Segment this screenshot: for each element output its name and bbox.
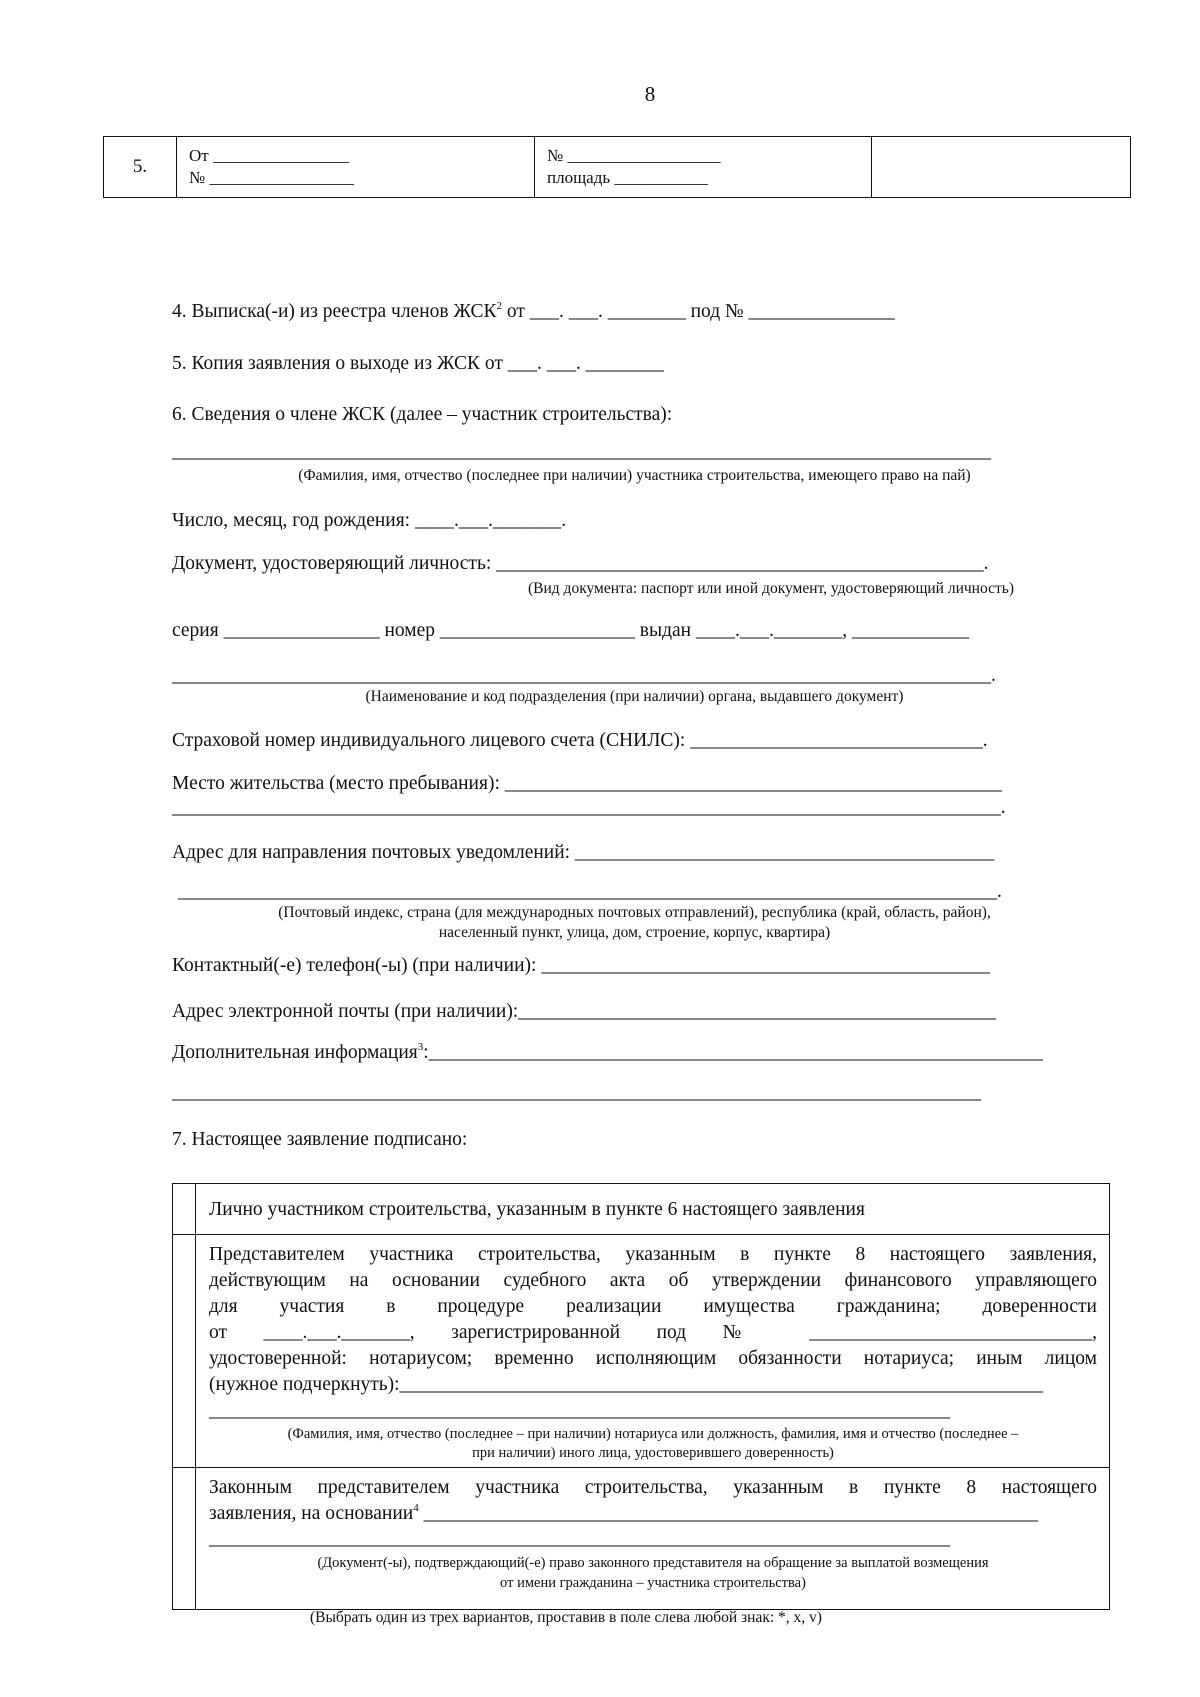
item-5[interactable]: 5. Копия заявления о выходе из ЖСК от ___. ___. ________ (172, 353, 664, 374)
option-2-line: для участия в процедуре реализации имущества гражданина; доверенности (209, 1296, 1097, 1317)
id-document-caption: (Вид документа: паспорт или иной документ, удостоверяющий личность) (528, 580, 1014, 597)
option-3-basis-label: заявления, на основании (209, 1503, 414, 1524)
option-2-line[interactable] (209, 1372, 1097, 1398)
option-3-basis-blank: _______________________________________________________________ (418, 1503, 1038, 1524)
postal-caption-line2: населенный пункт, улица, дом, строение, корпус, квартира) (438, 924, 831, 941)
item-4[interactable] (172, 301, 895, 323)
option-3-caption-line2: от имени гражданина – участника строительства) (500, 1575, 806, 1591)
option-1-checkbox[interactable] (173, 1184, 195, 1234)
option-3-line[interactable] (209, 1501, 1097, 1527)
item-4-text: 4. Выписка(-и) из реестра членов ЖСК (172, 301, 497, 322)
option-2-line-blank: __________________________________________________________________ (399, 1374, 1044, 1395)
option-2-line: Представителем участника строительства, указанным в пункте 8 настоящего заявления, (209, 1244, 1097, 1265)
passport-series-number-field[interactable]: серия ________________ номер ____________________ выдан ____.___._______, ____________ (172, 620, 969, 641)
top-table (103, 136, 1131, 198)
footnote-ref-2: 2 (496, 300, 502, 312)
additional-info-field-line2[interactable]: ___________________________________________________________________________________ (172, 1082, 982, 1103)
additional-info-label: Дополнительная информация (172, 1042, 418, 1063)
issuer-field[interactable]: ____________________________________________________________________________________. (172, 665, 996, 686)
empty-cell[interactable] (872, 137, 1131, 198)
id-document-field[interactable]: Документ, удостоверяющий личность: __________________________________________________. (172, 553, 989, 574)
object-number-field[interactable]: № __________________ (547, 146, 721, 165)
option-2-notary-field[interactable]: ____________________________________________________________________________ (209, 1400, 950, 1421)
option-3-document-field[interactable]: ____________________________________________________________________________ (209, 1528, 950, 1549)
additional-info-field[interactable] (172, 1042, 1043, 1064)
option-2-line[interactable]: от ____.___._______, зарегистрированной под № _____________________________, (209, 1322, 1097, 1343)
email-field[interactable]: Адрес электронной почты (при наличии):_________________________________________________ (172, 1001, 996, 1022)
item-7: 7. Настоящее заявление подписано: (172, 1129, 468, 1150)
option-2-choose-note: (нужное подчеркнуть): (209, 1374, 400, 1395)
footer-note: (Выбрать один из трех вариантов, проставив в поле слева любой знак: *, x, v) (310, 1609, 822, 1626)
option-2-caption-line1: (Фамилия, имя, отчество (последнее – при наличии) нотариуса или должность, фамилия, имя и отчество (последнее – (287, 1426, 1019, 1442)
residence-field[interactable]: Место жительства (место пребывания): ___________________________________________________ (172, 773, 1002, 794)
option-2-checkbox[interactable] (173, 1235, 195, 1468)
option-3 (173, 1467, 1109, 1610)
item-4-rest: от ___. ___. ________ под № _______________ (501, 301, 895, 322)
residence-field-line2[interactable]: _____________________________________________________________________________________. (172, 797, 1006, 818)
number-area-cell (535, 137, 872, 198)
issuer-caption: (Наименование и код подразделения (при наличии) органа, выдавшего документ) (365, 688, 904, 705)
postal-address-field[interactable]: Адрес для направления почтовых уведомлений: ___________________________________________ (172, 842, 995, 863)
option-3-line: Законным представителем участника строительства, указанным в пункте 8 настоящего (209, 1477, 1097, 1498)
postal-caption-line1: (Почтовый индекс, страна (для международных почтовых отправлений), республика (край, область, район), (278, 904, 991, 921)
snils-field[interactable]: Страховой номер индивидуального лицевого счета (СНИЛС): ______________________________. (172, 730, 988, 751)
footnote-ref-4: 4 (413, 1502, 419, 1514)
additional-info-line: :_______________________________________________________________ (423, 1042, 1043, 1063)
option-2-line: действующим на основании судебного акта об утверждении финансового управляющего (209, 1270, 1097, 1291)
signature-options-table (172, 1183, 1110, 1610)
fio-field[interactable]: ____________________________________________________________________________________ (172, 441, 991, 462)
option-1-text: Лично участником строительства, указанным в пункте 6 настоящего заявления (209, 1199, 865, 1220)
option-2 (173, 1234, 1109, 1468)
option-2-line: удостоверенной: нотариусом; временно исполняющим обязанности нотариуса; иным лицом (209, 1348, 1097, 1369)
option-3-caption-line1: (Документ(-ы), подтверждающий(-е) право законного представителя на обращение за выплатой возмещения (317, 1555, 989, 1571)
date-number-cell (177, 137, 535, 198)
option-2-text (209, 1242, 1097, 1398)
option-2-caption-line2: при наличии) иного лица, удостоверившего доверенность) (472, 1445, 834, 1461)
option-3-text (209, 1475, 1097, 1527)
area-field[interactable]: площадь ___________ (547, 168, 708, 187)
date-field[interactable]: От ________________ (189, 146, 349, 165)
row-number: 5. (104, 137, 177, 198)
table-row (104, 137, 1131, 198)
fio-caption: (Фамилия, имя, отчество (последнее при наличии) участника строительства, имеющего право на пай) (298, 467, 971, 484)
page-number: 8 (644, 82, 656, 106)
number-field[interactable]: № _________________ (189, 168, 354, 187)
postal-address-field-line2[interactable]: ____________________________________________________________________________________. (178, 881, 1002, 902)
phone-field[interactable]: Контактный(-е) телефон(-ы) (при наличии): ______________________________________________ (172, 955, 990, 976)
footnote-ref-3: 3 (417, 1041, 424, 1053)
item-6: 6. Сведения о члене ЖСК (далее – участник строительства): (172, 404, 673, 425)
option-3-checkbox[interactable] (173, 1468, 195, 1610)
birth-date-field[interactable]: Число, месяц, год рождения: ____.___._______. (172, 510, 567, 531)
